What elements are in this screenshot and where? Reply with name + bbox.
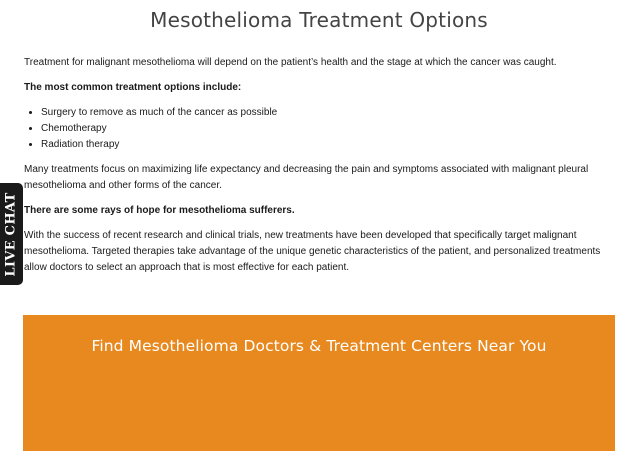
find-doctors-title[interactable]: Find Mesothelioma Doctors & Treatment Centers Near You	[91, 337, 547, 355]
list-item: • Radiation therapy	[41, 137, 620, 153]
treatment-options-list	[24, 105, 620, 153]
live-chat-button[interactable]	[0, 183, 23, 285]
page-title: Mesothelioma Treatment Options	[150, 8, 488, 32]
intro-paragraph: Treatment for malignant mesothelioma will depend on the patient’s health and the stage at which the cancer was caught.	[24, 57, 557, 68]
article-content	[24, 55, 620, 285]
treatment-focus-paragraph: Many treatments focus on maximizing life expectancy and decreasing the pain and symptoms associated with malignant pleural mesothelioma and other forms of the cancer.	[24, 164, 589, 191]
targeted-therapies-paragraph: With the success of recent research and clinical trials, new treatments have been developed that specifically target malignant mesothelioma. Targeted therapies take advantage of the unique genetic characteristics of the patient, and personalized treatments allow doctors to select an approach that is most effective for each patient.	[24, 230, 601, 273]
list-item: • Surgery to remove as much of the cancer as possible	[41, 105, 620, 121]
options-heading: The most common treatment options include:	[24, 82, 242, 93]
hope-heading: There are some rays of hope for mesothelioma sufferers.	[24, 205, 295, 216]
live-chat-label: LIVE CHAT	[4, 191, 19, 277]
find-doctors-banner[interactable]	[23, 315, 615, 451]
list-item: • Chemotherapy	[41, 121, 620, 137]
